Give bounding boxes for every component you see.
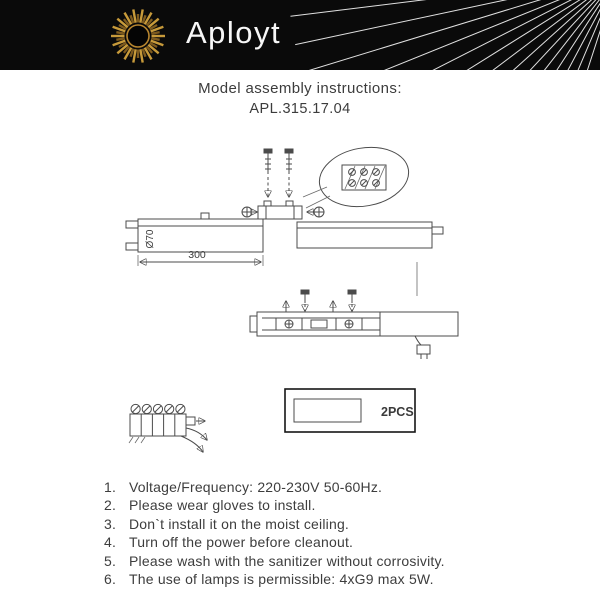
header-bar	[0, 0, 600, 70]
brand-text: Aployt	[186, 15, 282, 50]
item-number: 3.	[104, 515, 117, 532]
list-item	[104, 552, 445, 570]
side-screw-icon	[242, 207, 257, 217]
model-number: APL.315.17.04	[249, 101, 351, 117]
list-item	[104, 478, 445, 496]
mounting-bracket	[258, 201, 302, 219]
rays-decoration	[0, 0, 600, 70]
item-text: The use of lamps is permissible: 4xG9 max 5W.	[129, 570, 434, 587]
page-title: Model assembly instructions:	[198, 80, 402, 97]
assembly-diagrams	[0, 130, 600, 475]
title-block	[0, 80, 600, 117]
fixture-left-body	[126, 213, 263, 252]
side-view-diagram	[250, 262, 458, 359]
side-screw-icon	[307, 207, 324, 217]
detail-callout	[303, 141, 413, 214]
item-number: 4.	[104, 534, 117, 551]
list-item	[104, 533, 445, 551]
item-number: 1.	[104, 479, 117, 495]
item-text: Turn off the power before cleanout.	[129, 534, 354, 551]
diameter-label: Ø70	[145, 229, 156, 249]
item-text: Please wash with the sanitizer without corrosivity.	[129, 552, 445, 569]
list-item	[104, 496, 445, 514]
instruction-list	[104, 478, 445, 588]
package-count-box	[285, 389, 415, 432]
list-item	[104, 515, 445, 533]
item-text: Don`t install it on the moist ceiling.	[129, 515, 350, 532]
package-count-label: 2PCS	[381, 405, 414, 419]
item-text: Please wear gloves to install.	[129, 497, 316, 514]
terminal-block-diagram	[129, 404, 207, 452]
list-item	[104, 570, 445, 588]
plug-icon	[415, 336, 430, 359]
screw-icon	[264, 149, 272, 197]
item-number: 5.	[104, 552, 117, 569]
fixture-right-body	[297, 222, 443, 248]
item-text: Voltage/Frequency: 220-230V 50-60Hz.	[129, 479, 383, 495]
screw-icon	[286, 290, 309, 312]
screw-icon	[333, 290, 356, 312]
exploded-view-diagram	[126, 141, 443, 266]
screw-icon	[285, 149, 293, 197]
starburst-logo-icon	[100, 5, 176, 67]
length-label: 300	[188, 249, 206, 261]
item-number: 6.	[104, 570, 117, 587]
item-number: 2.	[104, 497, 117, 514]
